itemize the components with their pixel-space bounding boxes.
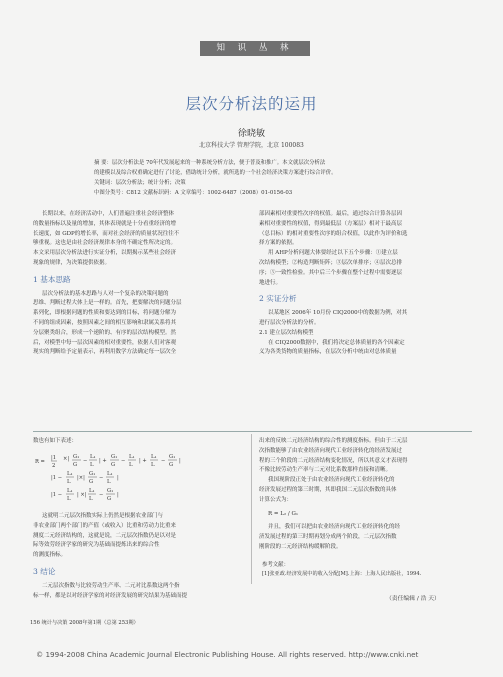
text-line: 刚阶段的二元经济结构缓解阶段。: [259, 543, 342, 550]
text-line: 程的三个阶段的二元经济结构变化情况，所以其意义才表现得: [259, 457, 408, 464]
svg-text:G: G: [73, 462, 78, 468]
section-heading: 1 基本思路: [33, 274, 71, 284]
text-line: 际等效劳经济学家的研究为基础而提炼出来的综合性: [33, 542, 160, 549]
keywords: 关键词：层次分析法；统计分析；决策: [94, 180, 186, 186]
text-line: 不同的组成因素，按照因素之间的相互影响和隶属关系将其: [33, 319, 177, 326]
lower-left-column: [33, 437, 245, 447]
text-line: 用 AHP分析问题大体要经过以下五个步骤：①建立层: [268, 250, 398, 257]
text-line: 序；⑤一致性检验。其中后三个步骤在整个过程中需要逐层: [259, 269, 403, 276]
formula-inline: R = L₂ / G₁: [268, 510, 299, 517]
text-line: 义为各类货物的质量指标，在层次分析中统由对总体质量: [259, 349, 397, 356]
text-line: 次指数能够了由农业经济向现代工业经济转化的经济发展过: [259, 447, 403, 454]
copyright-line: © 1994-2008 China Academic Journal Electronic Publishing House. All rights reserved. http://www.cnki.net: [36, 650, 419, 659]
text-line: 出来的反映二元经济结构的综合性的测度指标。但由于二元层: [259, 438, 408, 444]
svg-text:L₁: L₁: [67, 471, 73, 477]
abstract-line-2: 的建模以及综合权重确定进行了讨论，借助统计分析，就所选的一个社会经济决策方案进行综合评价。: [94, 170, 337, 176]
svg-text:L₁: L₁: [151, 454, 157, 460]
references-title: 参考文献：: [262, 562, 289, 568]
text-line: 经济发展过程的第三时期，其即我国二元层次指数的具体: [259, 486, 397, 493]
text-line: 本文采用层次分析法进行实证分析，以期揭示某些社会经济: [33, 250, 177, 257]
text-line: 层次分析法的基本思路与人对一个复杂的决策问题的: [42, 290, 169, 297]
text-line: 以某地区 2006年 10月份 CIQ2000中的数据为例，对其: [268, 310, 408, 317]
svg-text:|1: |1: [51, 455, 57, 461]
svg-text:G₁: G₁: [107, 488, 114, 494]
page-divider: [33, 431, 472, 432]
svg-text:−: −: [99, 492, 104, 498]
text-line: 长期以来，在经济活动中，人们普遍注重社会经济整体: [42, 211, 175, 217]
text-line: 分层聚类组合，形成一个递阶的、有序的层次结构模型。然: [33, 329, 177, 336]
section-heading: 3 结论: [33, 566, 56, 576]
text-line: 计算公式为：: [259, 496, 293, 503]
svg-text:| +: | +: [139, 458, 147, 464]
svg-text:G: G: [169, 462, 174, 468]
column-header: 知 识 丛 林: [200, 41, 310, 56]
svg-text:−: −: [161, 458, 166, 464]
svg-text:L₁: L₁: [89, 488, 95, 494]
svg-text:−: −: [83, 458, 88, 464]
svg-text:|×|: |×|: [77, 475, 85, 481]
text-line: 的数量指标以及量的增加，其体表现就是十分看重经济的增: [33, 220, 177, 227]
text-line: 地进行。: [259, 279, 282, 286]
affiliation: 北京科技大学 管理学院，北京 100083: [199, 142, 304, 149]
reference-1: [1]张亚政.经济发展中的收入分配[M].上海：上海人民出版社，1994.: [262, 571, 422, 577]
abstract-line-1: 摘 要：层次分析法是 70年代发展起来的一种系统分析方法，便于普及和推广。本文就层次分析法: [94, 160, 326, 166]
svg-text:L: L: [67, 496, 71, 502]
text-line: 次结构模型；②构造判断矩阵；③层次单排序；④层次总排: [259, 259, 403, 266]
text-line: 现象的规律，为决策提供依据。: [33, 259, 111, 266]
text-line: 不像比较劳动生产率与二元对比系数那样直接和清晰。: [259, 467, 392, 474]
left-column: [33, 210, 245, 358]
svg-text:×|: ×|: [63, 456, 70, 462]
svg-text:L: L: [129, 462, 133, 468]
section-heading: 2 实证分析: [259, 294, 297, 304]
svg-text:G₁: G₁: [89, 471, 96, 477]
svg-text:G₁: G₁: [73, 454, 80, 460]
text-line: 长速度，如 GDP的增长率，而对社会经济的质量状况往往不: [33, 230, 180, 237]
text-line: 二元层次指数与比较劳动生产率、二元对比系数这两个指: [42, 582, 180, 589]
svg-text:L₁: L₁: [129, 454, 135, 460]
svg-text:G₁: G₁: [169, 454, 176, 460]
svg-text:L: L: [67, 479, 71, 485]
formula-label: R =: [35, 459, 45, 465]
text-line: 并且，我们可以把由农业经济向现代工业经济转化的经: [268, 524, 401, 531]
svg-text:L₁: L₁: [107, 471, 113, 477]
svg-text:|: |: [179, 458, 181, 464]
text-line: 的测度指标。: [33, 552, 67, 559]
svg-text:|1 −: |1 −: [51, 475, 63, 481]
text-line: 择方案的依据。: [259, 240, 298, 247]
text-line: 济发展过程的第三时期再划分成两个阶段，二元层次指数: [259, 534, 397, 541]
text-line: 标一样，都是以对经济学家的对经济发展的研究结果为基础而提: [33, 592, 188, 599]
text-line: 测度二元经济结构的，这就是说，二元层次指数仍是以对是: [33, 532, 177, 539]
svg-text:L₁: L₁: [90, 454, 96, 460]
column-rule: [251, 434, 252, 584]
subsection-heading: 2.1 建立层次结构模型: [259, 329, 314, 336]
svg-text:L₁: L₁: [67, 488, 73, 494]
classification-meta: 中图分类号：C812 文献标识码：A 文章编号：1002-6487（2008）01-0156-03: [94, 190, 293, 196]
text-line: 系列化，即根据问题的性质和要达到的目标，将问题分解为: [33, 310, 177, 317]
lower-left-text: [33, 512, 245, 601]
author-name: 徐晓敏: [237, 129, 265, 139]
svg-text:G: G: [89, 479, 94, 485]
svg-text:L: L: [89, 496, 93, 502]
editor-note: （责任编辑 / 浩 天）: [386, 596, 440, 602]
svg-text:G₁: G₁: [111, 454, 118, 460]
text-line: 现实的判断给予定量表示，再利用数学方法确定每一层次全: [33, 349, 177, 356]
text-line: 进行层次分析法的分析。: [259, 319, 320, 326]
text-line: 这就明二元层次指数实际上仍然是根据农业部门与: [42, 513, 164, 519]
text-line: 数也有如下表述：: [33, 438, 78, 444]
formula-block: [33, 449, 248, 511]
text-line: 后，对模型中每一层次因素的相对重要性，依据人们对客观: [33, 339, 177, 346]
svg-text:−: −: [121, 458, 126, 464]
text-line: （总目标）的相对重要性次序的组合权值，以此作为评价和选: [259, 230, 408, 237]
text-line: 我国现阶段正处于由农业经济向现代工业经济转化的: [268, 477, 395, 484]
right-column: [259, 210, 471, 358]
svg-text:|1 −: |1 −: [51, 492, 63, 498]
svg-text:G: G: [107, 496, 112, 502]
text-line: 在 CIQ2000数据中，我们将决定总体质量的各个因素定: [268, 339, 405, 346]
svg-text:L: L: [90, 462, 94, 468]
svg-text:| +: | +: [99, 458, 107, 464]
text-line: 部因素相对重要性次序的权值。最后，通过综合计算各层因: [259, 211, 403, 217]
svg-text:L: L: [107, 479, 111, 485]
text-line: 非农业部门两个部门的产值（或收入）比重和劳动力比重来: [33, 522, 177, 529]
text-line: 够重视。这也是由社会经济规律本身的不确定性所决定的。: [33, 240, 177, 247]
text-line: 素相对重要性的权值，得到最低层（方案层）相对于最高层: [259, 220, 403, 227]
svg-text:−: −: [99, 475, 104, 481]
text-line: 思维、判断过程大体上是一样的。首先，把要解决的问题分层: [33, 300, 182, 307]
svg-text:| ×|: | ×|: [77, 492, 87, 498]
svg-text:L: L: [151, 462, 155, 468]
svg-text:|: |: [117, 492, 119, 498]
svg-text:|: |: [117, 475, 119, 481]
svg-text:2: 2: [52, 463, 56, 469]
lower-right-column: [259, 437, 471, 553]
page-footer: 156 统计与决策 2008年第1期（总第 253期）: [30, 620, 139, 626]
svg-text:G: G: [111, 462, 116, 468]
article-title: 层次分析法的运用: [185, 95, 318, 113]
